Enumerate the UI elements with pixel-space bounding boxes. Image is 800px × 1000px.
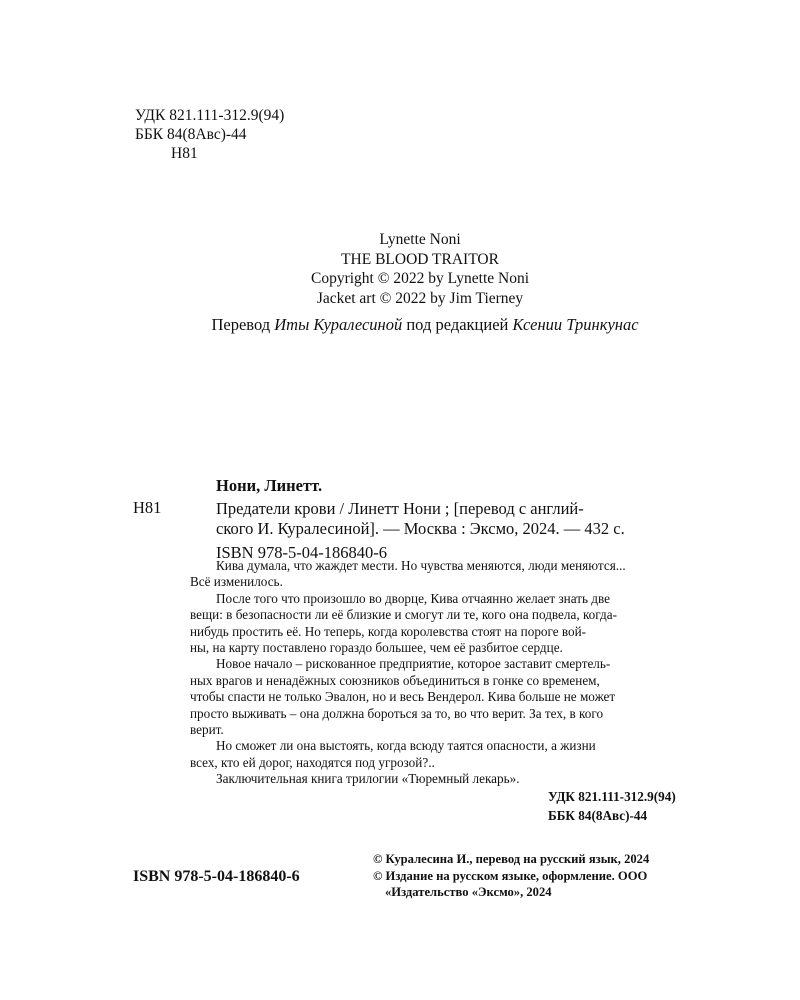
annotation-line: чтобы спасти не только Эвалон, но и весь Вендерол. Кива больше не может [190,689,616,705]
record-code: Н81 [133,498,162,517]
translation-credit [0,315,800,335]
classification-codes-bottom [548,787,676,825]
annotation-line: ны, на карту поставлено гораздо большее, чем её разбитое сердце. [190,640,563,656]
translation-middle: под редакцией [402,315,513,334]
bbk-code-bottom: ББК 84(8Авс)-44 [548,808,648,823]
copyright-line: © Издание на русском языке, оформление. ООО [373,868,648,883]
jacket-art-credit: Jacket art © 2022 by Jim Tierney [316,289,524,307]
annotation-line: всех, кто ей дорог, находятся под угрозой?.. [190,754,435,770]
annotation [190,558,720,788]
annotation-line: верит. [190,722,224,738]
original-title: THE BLOOD TRAITOR [341,250,499,268]
copyright-line: «Издательство «Эксмо», 2024 [385,885,552,899]
annotation-line: ных врагов и ненадёжных союзников объединиться в гонке со временем, [190,672,600,688]
udk-code-bottom: УДК 821.111-312.9(94) [548,789,676,804]
annotation-line: Но сможет ли она выстоять, когда всюду таятся опасности, а жизни [216,738,596,754]
copyright-notices [373,851,649,901]
record-author: Нони, Линетт. [216,476,323,495]
translation-prefix: Перевод [211,315,275,334]
bbk-code: ББК 84(8Авс)-44 [135,126,247,143]
isbn-bottom: ISBN 978-5-04-186840-6 [133,868,300,885]
translator-name: Иты Куралесиной [274,315,403,334]
udk-code: УДК 821.111-312.9(94) [135,107,285,124]
annotation-line: Новое начало – рискованное предприятие, которое заставит смертель- [216,656,611,672]
original-author: Lynette Noni [379,231,461,248]
annotation-line: Кива думала, что жаждет мести. Но чувства меняются, люди меняются... [216,558,626,573]
annotation-line: просто выживать – она должна бороться за то, во что верит. За тех, в кого [190,705,604,721]
record-title-line1: Предатели крови / Линетт Нони ; [перевод с англий- [216,499,584,518]
record-title-line2: ского И. Куралесиной]. — Москва : Эксмо, 2024. — 432 с. [216,519,625,538]
editor-name: Ксении Тринкунас [512,315,639,334]
classification-codes-top [135,106,284,163]
copyright-line: © Куралесина И., перевод на русский язык, 2024 [373,852,650,866]
author-sign-code: Н81 [171,145,198,162]
original-copyright: Copyright © 2022 by Lynette Noni [311,270,529,287]
annotation-line: После того что произошло во дворце, Кива отчаянно желает знать две [216,590,611,606]
annotation-line: Заключительная книга трилогии «Тюремный лекарь». [216,771,520,787]
annotation-line: нибудь простить её. Но теперь, когда королевства стоят на пороге вой- [190,623,587,639]
annotation-line: вещи: в безопасности ли её близкие и смогут ли те, кого она подвела, когда- [190,607,617,623]
annotation-line: Всё изменилось. [190,574,283,590]
original-edition-credits [0,230,800,308]
record-isbn: ISBN 978-5-04-186840-6 [216,543,387,562]
